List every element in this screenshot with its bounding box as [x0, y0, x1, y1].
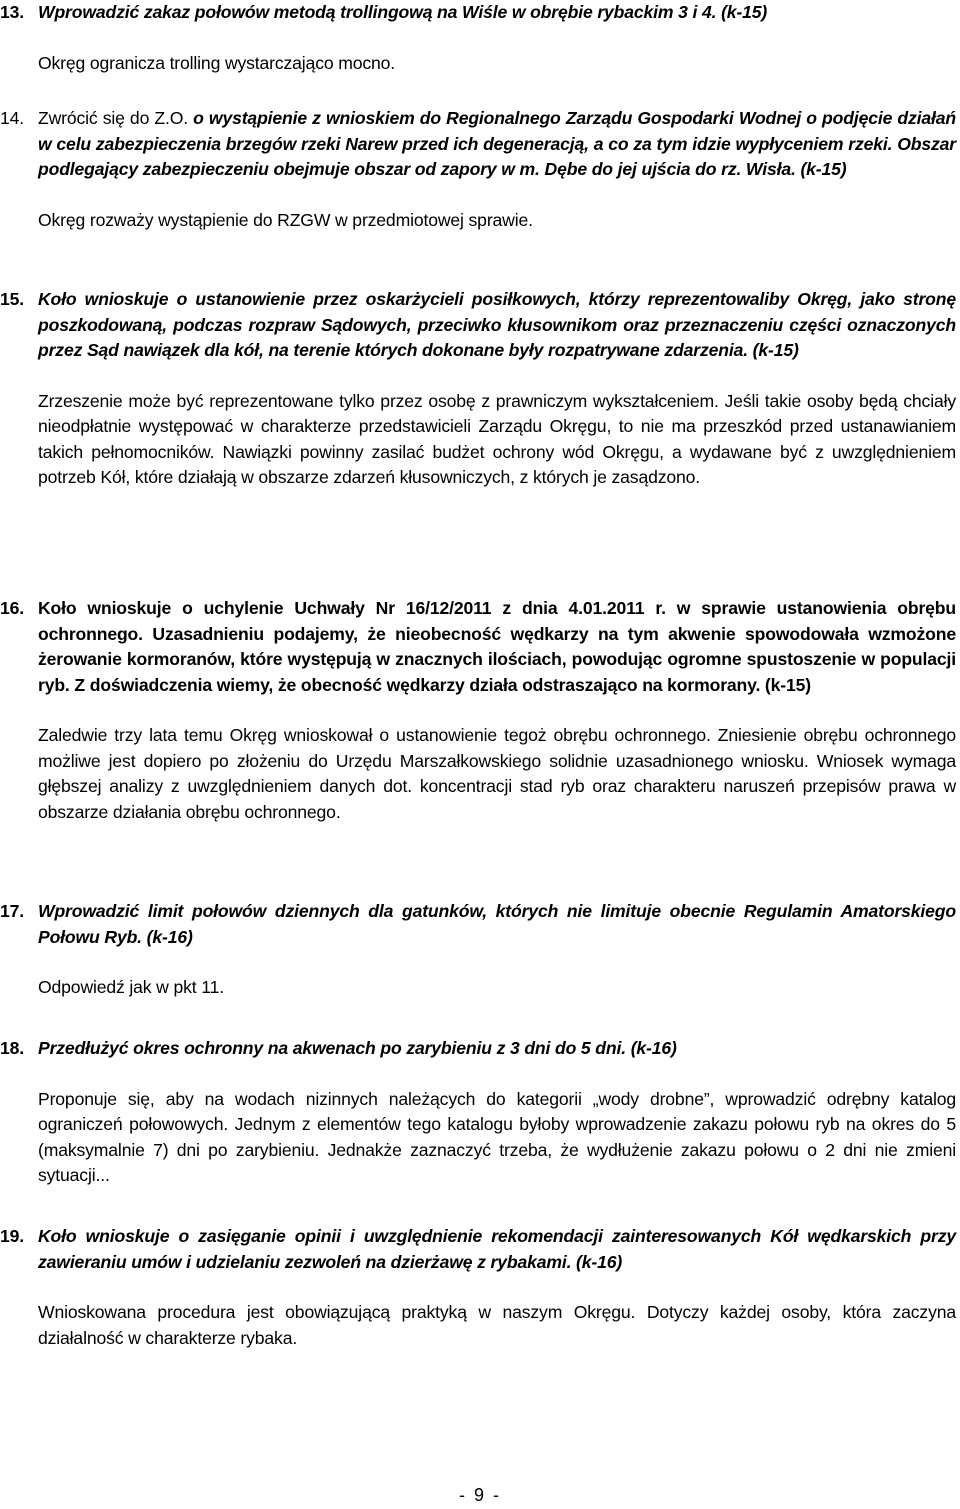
item-question-intro: Zwrócić się do Z.O.	[38, 108, 188, 128]
item-question-block	[38, 106, 956, 183]
item-number: 14.	[0, 108, 25, 128]
item-question: Przedłużyć okres ochronny na akwenach po zarybieniu z 3 dni do 5 dni. (k-16)	[38, 1038, 677, 1058]
item-number: 18.	[0, 1038, 25, 1058]
item-answer: Zaledwie trzy lata temu Okręg wnioskował o ustanowienie tegoż obrębu ochronnego. Zniesienie obrębu ochronnego możliwe jest dopiero po złożeniu do Urzędu Marszałkowskiego solidnie uzasadnionego wniosku. Wniosek wymaga głębszej analizy z uwzględnieniem danych dot. koncentracji stad ryb oraz charakteru naruszeń przepisów prawa w obszarze działania obrębu ochronnego.	[38, 725, 956, 822]
item-19	[0, 1224, 956, 1351]
item-16	[0, 596, 956, 825]
item-number: 19.	[0, 1226, 25, 1246]
item-number: 15.	[0, 289, 25, 309]
item-14	[0, 106, 956, 233]
item-question: Koło wnioskuje o ustanowienie przez oskarżycieli posiłkowych, którzy reprezentowaliby Okręg, jako stronę poszkodowaną, podczas rozpraw Sądowych, przeciwko kłusownikom oraz przeznaczeniu części oznaczonych przez Sąd nawiązek dla kół, na terenie których dokonane były rozpatrywane zdarzenia. (k-15)	[38, 289, 956, 360]
item-18	[0, 1036, 956, 1189]
item-question: Wprowadzić zakaz połowów metodą trollingową na Wiśle w obrębie rybackim 3 i 4. (k-15)	[38, 2, 768, 22]
item-number: 17.	[0, 901, 25, 921]
item-answer: Zrzeszenie może być reprezentowane tylko przez osobę z prawniczym wykształceniem. Jeśli takie osoby będą chciały nieodpłatnie występować w charakterze przedstawicieli Zarządu Okręgu, to nie ma przeszkód przed ustanawianiem takich pełnomocników. Nawiązki powinny zasilać budżet ochrony wód Okręgu, a wydawane być z uwzględnieniem potrzeb Kół, które działają w obszarze zdarzeń kłusowniczych, z których je zasądzono.	[38, 390, 956, 487]
page-number: - 9 -	[458, 1485, 501, 1505]
item-number: 16.	[0, 598, 25, 618]
item-15	[0, 287, 956, 491]
item-answer: Wnioskowana procedura jest obowiązującą praktyką w naszym Okręgu. Dotyczy każdej osoby, która zaczyna działalność w charakterze rybaka.	[38, 1302, 956, 1348]
item-answer: Odpowiedź jak w pkt 11.	[38, 977, 224, 997]
item-17	[0, 899, 956, 1001]
item-answer: Okręg rozważy wystąpienie do RZGW w przedmiotowej sprawie.	[38, 209, 533, 230]
item-number: 13.	[0, 2, 25, 22]
item-13	[0, 0, 956, 76]
item-question: Koło wnioskuje o uchylenie Uchwały Nr 16/12/2011 z dnia 4.01.2011 r. w sprawie ustanowienia obrębu ochronnego. Uzasadnieniu podajemy, że nieobecność wędkarzy na tym akwenie spowodowała wzmożone żerowanie kormoranów, które występują w znacznych ilościach, powodując ogromne spustoszenie w populacji ryb. Z doświadczenia wiemy, że obecność wędkarzy działa odstraszająco na kormorany. (k-15)	[38, 598, 956, 695]
item-question: o wystąpienie z wnioskiem do Regionalnego Zarządu Gospodarki Wodnej o podjęcie działań w celu zabezpieczenia brzegów rzeki Narew przed ich degeneracją, a co za tym idzie wypłyceniem rzeki. Obszar podlegający zabezpieczeniu obejmuje obszar od zapory w m. Dębe do jej ujścia do rz. Wisła. (k-15)	[38, 108, 956, 179]
item-question: Wprowadzić limit połowów dziennych dla gatunków, których nie limituje obecnie Regulamin Amatorskiego Połowu Ryb. (k-16)	[38, 901, 956, 947]
item-question: Koło wnioskuje o zasięganie opinii i uwzględnienie rekomendacji zainteresowanych Kół wędkarskich przy zawieraniu umów i udzielaniu zezwoleń na dzierżawę z rybakami. (k-16)	[38, 1226, 956, 1272]
item-answer: Okręg ogranicza trolling wystarczająco mocno.	[38, 52, 396, 73]
item-answer: Proponuje się, aby na wodach nizinnych należących do kategorii „wody drobne”, wprowadzić odrębny katalog ograniczeń połowowych. Jednym z elementów tego katalogu byłoby wprowadzenie zakazu połowu ryb na okres do 5 (maksymalnie 7) dni po zarybieniu. Jednakże zaznaczyć trzeba, że wydłużenie zakazu połowu o 2 dni nie zmieni sytuacji...	[38, 1088, 956, 1185]
